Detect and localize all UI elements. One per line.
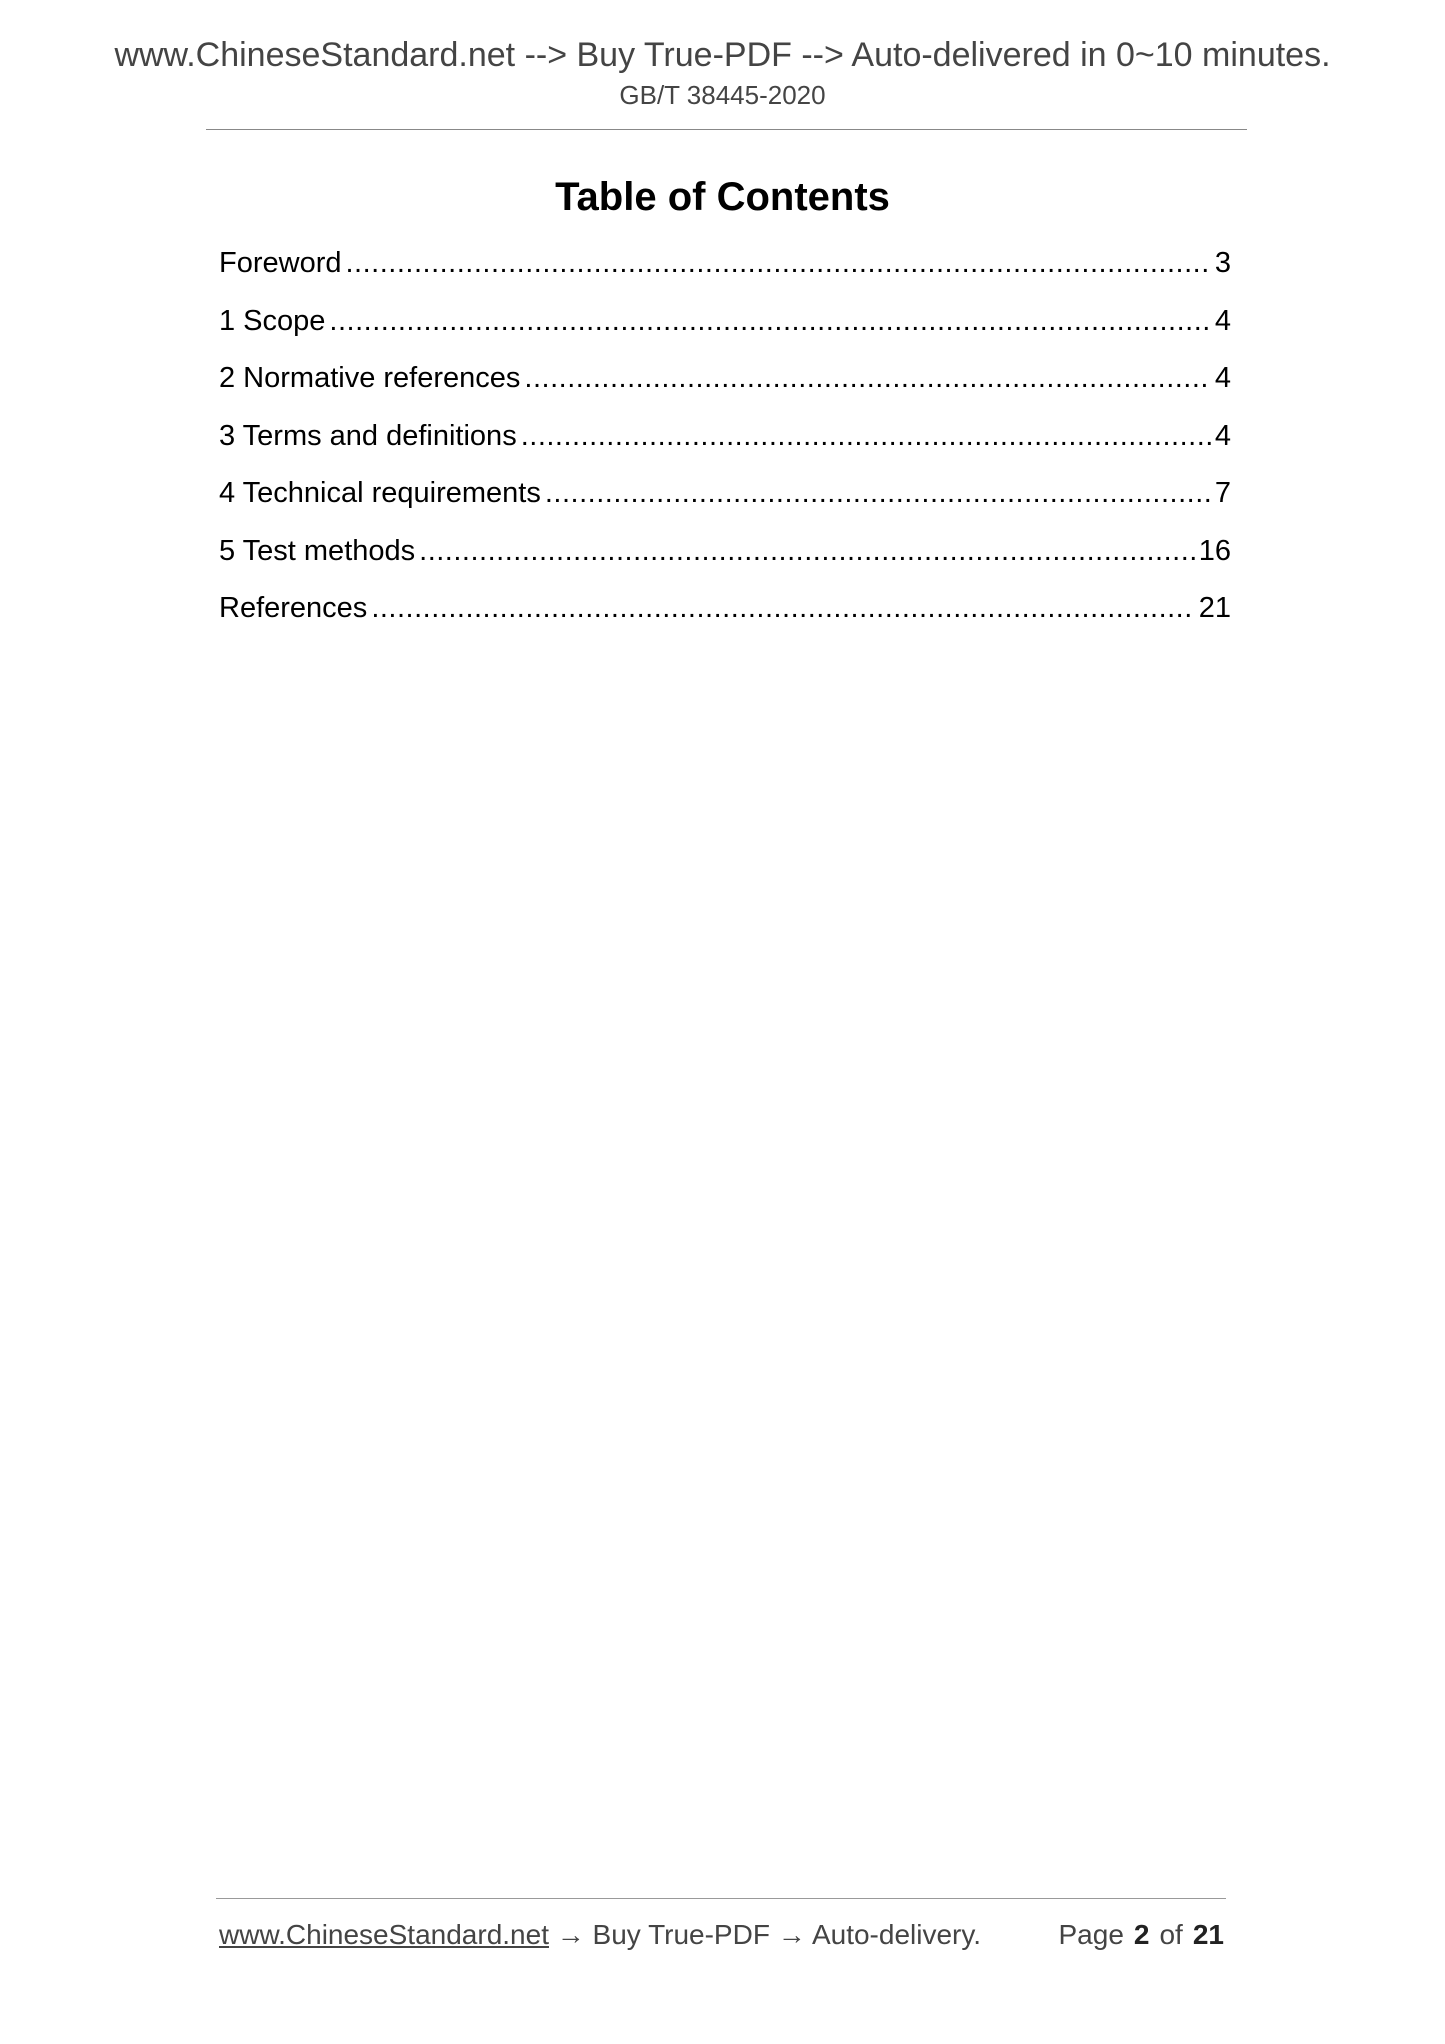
current-page-number: 2 bbox=[1133, 1919, 1150, 1950]
toc-entry-foreword[interactable] bbox=[219, 243, 1231, 301]
toc-entry-test-methods[interactable] bbox=[219, 531, 1231, 589]
arrow-right-icon: → bbox=[556, 1919, 585, 1950]
footer-promo bbox=[219, 1919, 981, 1951]
footer-divider bbox=[216, 1898, 1226, 1899]
toc-list bbox=[219, 243, 1231, 646]
standard-code: GB/T 38445-2020 bbox=[619, 80, 826, 110]
toc-dot-leader bbox=[524, 358, 1210, 398]
toc-entry-terms-definitions[interactable] bbox=[219, 416, 1231, 474]
toc-entry-page: 7 bbox=[1214, 477, 1231, 509]
toc-entry-technical-requirements[interactable] bbox=[219, 473, 1231, 531]
footer-delivery-text: Auto-delivery. bbox=[811, 1919, 982, 1950]
toc-dot-leader bbox=[329, 301, 1210, 341]
arrow-right-icon: → bbox=[777, 1919, 806, 1950]
toc-dot-leader bbox=[371, 588, 1194, 628]
toc-dot-leader bbox=[521, 416, 1211, 456]
toc-entry-label: 1 Scope bbox=[219, 304, 326, 337]
page-indicator bbox=[1059, 1919, 1225, 1951]
footer-buy-text: Buy True-PDF bbox=[592, 1919, 770, 1950]
toc-entry-scope[interactable] bbox=[219, 301, 1231, 359]
page-word: Page bbox=[1058, 1919, 1124, 1950]
toc-dot-leader bbox=[346, 243, 1211, 283]
toc-dot-leader bbox=[545, 473, 1211, 513]
toc-entry-label: References bbox=[219, 592, 368, 624]
toc-title: Table of Contents bbox=[555, 175, 890, 219]
toc-entry-label: 4 Technical requirements bbox=[219, 477, 541, 509]
page-footer bbox=[219, 1919, 1224, 1959]
footer-site-link[interactable]: www.ChineseStandard.net bbox=[219, 1919, 549, 1950]
toc-dot-leader bbox=[419, 531, 1195, 571]
toc-entry-page: 4 bbox=[1214, 419, 1231, 452]
toc-entry-page: 4 bbox=[1214, 304, 1231, 337]
toc-entry-normative-references[interactable] bbox=[219, 358, 1231, 416]
of-word: of bbox=[1159, 1919, 1183, 1950]
toc-entry-page: 21 bbox=[1198, 592, 1231, 624]
header-divider bbox=[206, 129, 1247, 130]
toc-entry-references[interactable] bbox=[219, 588, 1231, 646]
header-banner: www.ChineseStandard.net --> Buy True-PDF --> Auto-delivered in 0~10 minutes. bbox=[114, 36, 1331, 74]
toc-entry-page: 16 bbox=[1198, 534, 1231, 567]
toc-entry-label: 2 Normative references bbox=[219, 362, 521, 394]
toc-entry-label: 5 Test methods bbox=[219, 534, 416, 567]
toc-entry-page: 4 bbox=[1214, 362, 1231, 394]
toc-entry-label: 3 Terms and definitions bbox=[219, 419, 517, 452]
total-pages-number: 21 bbox=[1192, 1919, 1224, 1950]
toc-entry-page: 3 bbox=[1214, 247, 1231, 279]
toc-entry-label: Foreword bbox=[219, 247, 342, 279]
